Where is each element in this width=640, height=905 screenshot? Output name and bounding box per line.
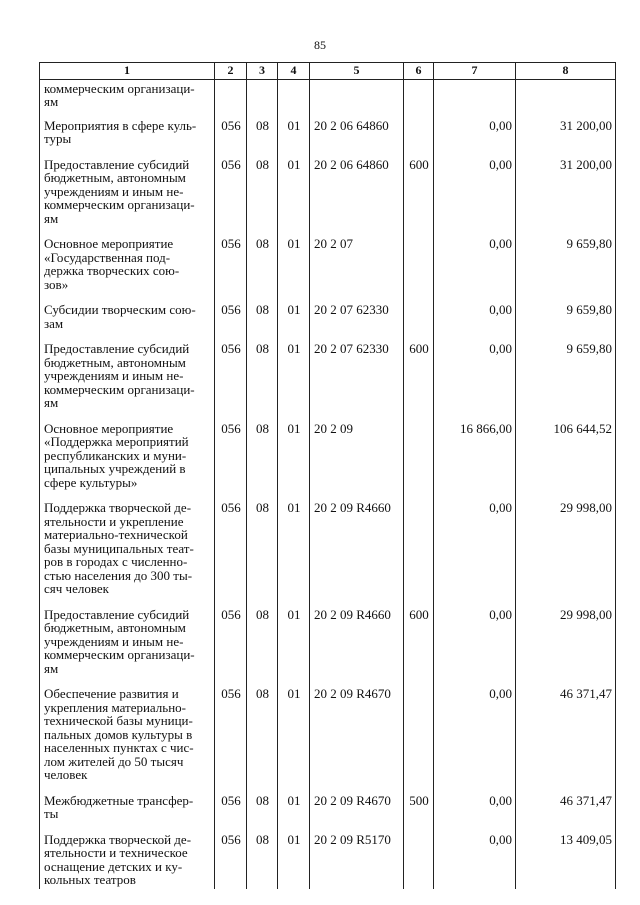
row-target-cell: 20 2 09 R4660	[310, 501, 404, 608]
table-row	[40, 501, 616, 608]
row-expense-type-cell	[404, 119, 434, 158]
row-name-cell: Межбюджетные трансфер- ты	[40, 794, 215, 833]
row-name-cell: Основное мероприятие «Государственная под- держка творческих сою- зов»	[40, 237, 215, 303]
row-target-cell: 20 2 06 64860	[310, 119, 404, 158]
row-name-cell: Мероприятия в сфере куль- туры	[40, 119, 215, 158]
column-header-target: 5	[310, 63, 404, 80]
row-amount-2-cell	[516, 79, 616, 119]
row-target-cell: 20 2 06 64860	[310, 158, 404, 238]
row-ministry-cell: 056	[215, 422, 247, 502]
table-row	[40, 687, 616, 794]
row-subsection-cell: 01	[278, 608, 310, 688]
row-ministry-cell: 056	[215, 237, 247, 303]
row-expense-type-cell: 600	[404, 158, 434, 238]
row-expense-type-cell	[404, 79, 434, 119]
row-amount-2-cell: 9 659,80	[516, 303, 616, 342]
table-row	[40, 342, 616, 422]
table-row	[40, 119, 616, 158]
row-target-cell: 20 2 09	[310, 422, 404, 502]
row-ministry-cell: 056	[215, 119, 247, 158]
row-ministry-cell: 056	[215, 833, 247, 889]
page-number: 85	[314, 38, 326, 52]
table-row	[40, 794, 616, 833]
row-amount-2-cell: 9 659,80	[516, 237, 616, 303]
column-header-name: 1	[40, 63, 215, 80]
row-amount-1-cell: 0,00	[434, 833, 516, 889]
row-subsection-cell: 01	[278, 119, 310, 158]
row-expense-type-cell: 600	[404, 608, 434, 688]
row-expense-type-cell	[404, 237, 434, 303]
row-section-cell: 08	[247, 501, 278, 608]
row-name-cell: коммерческим организаци- ям	[40, 79, 215, 119]
row-amount-1-cell: 0,00	[434, 687, 516, 794]
row-section-cell: 08	[247, 794, 278, 833]
row-section-cell: 08	[247, 237, 278, 303]
row-amount-1-cell: 0,00	[434, 119, 516, 158]
row-amount-1-cell: 0,00	[434, 303, 516, 342]
column-header-amount-1: 7	[434, 63, 516, 80]
row-subsection-cell	[278, 79, 310, 119]
column-header-subsection: 4	[278, 63, 310, 80]
table-row	[40, 833, 616, 889]
row-amount-2-cell: 9 659,80	[516, 342, 616, 422]
row-subsection-cell: 01	[278, 794, 310, 833]
row-name-cell: Субсидии творческим сою- зам	[40, 303, 215, 342]
row-section-cell: 08	[247, 608, 278, 688]
row-amount-2-cell: 46 371,47	[516, 687, 616, 794]
row-ministry-cell: 056	[215, 687, 247, 794]
row-ministry-cell	[215, 79, 247, 119]
row-expense-type-cell	[404, 422, 434, 502]
row-expense-type-cell	[404, 687, 434, 794]
row-amount-2-cell: 31 200,00	[516, 119, 616, 158]
row-amount-1-cell: 0,00	[434, 158, 516, 238]
table-row	[40, 422, 616, 502]
row-name-cell: Предоставление субсидий бюджетным, автономным учреждениям и иным не- коммерческим организаци- ям	[40, 342, 215, 422]
table-row	[40, 158, 616, 238]
row-amount-2-cell: 31 200,00	[516, 158, 616, 238]
row-section-cell: 08	[247, 158, 278, 238]
row-target-cell: 20 2 09 R4670	[310, 687, 404, 794]
row-expense-type-cell	[404, 303, 434, 342]
row-section-cell: 08	[247, 687, 278, 794]
row-ministry-cell: 056	[215, 794, 247, 833]
row-name-cell: Поддержка творческой де- ятельности и укрепление материально-технической базы муниципальных теат- ров в городах с численно- стью населения до 300 ты- сяч человек	[40, 501, 215, 608]
row-subsection-cell: 01	[278, 833, 310, 889]
row-subsection-cell: 01	[278, 687, 310, 794]
column-header-expense-type: 6	[404, 63, 434, 80]
row-subsection-cell: 01	[278, 237, 310, 303]
row-subsection-cell: 01	[278, 501, 310, 608]
row-section-cell: 08	[247, 119, 278, 158]
row-target-cell: 20 2 09 R5170	[310, 833, 404, 889]
row-expense-type-cell	[404, 501, 434, 608]
row-target-cell	[310, 79, 404, 119]
row-expense-type-cell: 500	[404, 794, 434, 833]
table-row	[40, 79, 616, 119]
table-body	[40, 79, 616, 889]
table-header-row	[40, 63, 616, 80]
row-amount-2-cell: 13 409,05	[516, 833, 616, 889]
row-section-cell: 08	[247, 422, 278, 502]
row-target-cell: 20 2 07 62330	[310, 342, 404, 422]
row-subsection-cell: 01	[278, 422, 310, 502]
row-name-cell: Основное мероприятие «Поддержка мероприятий республиканских и муни- ципальных учреждений в сфере культуры»	[40, 422, 215, 502]
row-section-cell	[247, 79, 278, 119]
row-amount-1-cell: 0,00	[434, 501, 516, 608]
row-amount-2-cell: 46 371,47	[516, 794, 616, 833]
row-expense-type-cell: 600	[404, 342, 434, 422]
column-header-amount-2: 8	[516, 63, 616, 80]
row-subsection-cell: 01	[278, 342, 310, 422]
column-header-ministry: 2	[215, 63, 247, 80]
budget-table	[39, 62, 616, 889]
column-header-section: 3	[247, 63, 278, 80]
row-amount-2-cell: 106 644,52	[516, 422, 616, 502]
row-subsection-cell: 01	[278, 158, 310, 238]
row-amount-1-cell: 0,00	[434, 794, 516, 833]
row-amount-1-cell: 0,00	[434, 608, 516, 688]
row-subsection-cell: 01	[278, 303, 310, 342]
table-row	[40, 303, 616, 342]
row-amount-1-cell: 0,00	[434, 237, 516, 303]
row-target-cell: 20 2 07 62330	[310, 303, 404, 342]
row-amount-2-cell: 29 998,00	[516, 608, 616, 688]
row-expense-type-cell	[404, 833, 434, 889]
row-section-cell: 08	[247, 833, 278, 889]
row-section-cell: 08	[247, 303, 278, 342]
row-amount-1-cell: 16 866,00	[434, 422, 516, 502]
row-section-cell: 08	[247, 342, 278, 422]
row-name-cell: Обеспечение развития и укрепления материально- технической базы муници- пальных домов культуры в населенных пунктах с чис- лом жителей до 50 тысяч человек	[40, 687, 215, 794]
row-ministry-cell: 056	[215, 158, 247, 238]
row-name-cell: Поддержка творческой де- ятельности и техническое оснащение детских и ку- кольных театров	[40, 833, 215, 889]
row-ministry-cell: 056	[215, 303, 247, 342]
row-ministry-cell: 056	[215, 501, 247, 608]
row-target-cell: 20 2 07	[310, 237, 404, 303]
row-amount-1-cell: 0,00	[434, 342, 516, 422]
row-ministry-cell: 056	[215, 608, 247, 688]
row-amount-1-cell	[434, 79, 516, 119]
row-name-cell: Предоставление субсидий бюджетным, автономным учреждениям и иным не- коммерческим организаци- ям	[40, 158, 215, 238]
row-target-cell: 20 2 09 R4660	[310, 608, 404, 688]
row-amount-2-cell: 29 998,00	[516, 501, 616, 608]
row-target-cell: 20 2 09 R4670	[310, 794, 404, 833]
table-row	[40, 237, 616, 303]
table-row	[40, 608, 616, 688]
row-ministry-cell: 056	[215, 342, 247, 422]
row-name-cell: Предоставление субсидий бюджетным, автономным учреждениям и иным не- коммерческим организаци- ям	[40, 608, 215, 688]
